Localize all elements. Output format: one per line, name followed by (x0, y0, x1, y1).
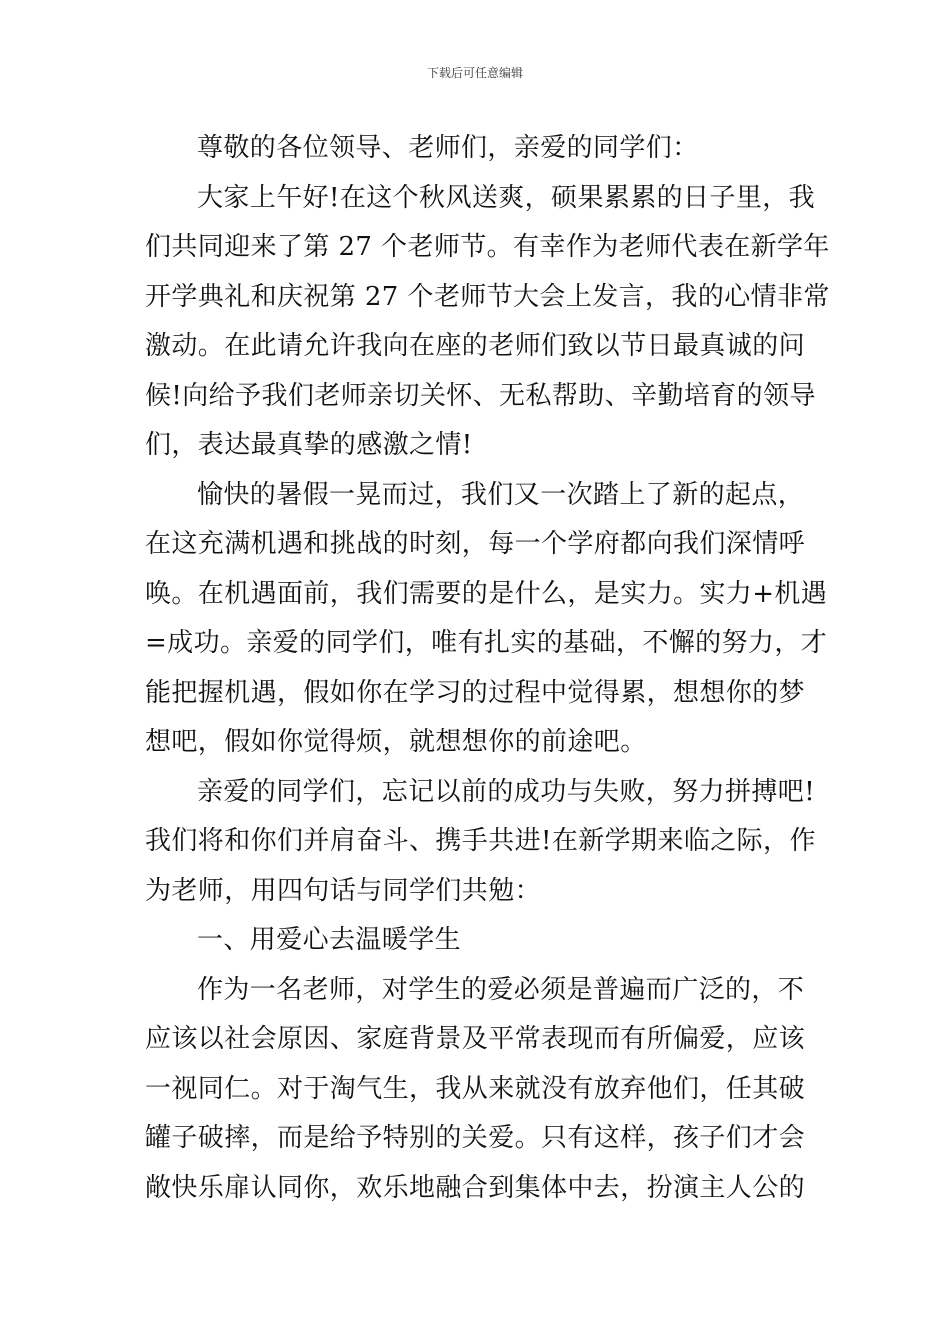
document-body (145, 124, 830, 1213)
text-line: 在这充满机遇和挑战的时刻，每一个学府都向我们深情呼 (145, 529, 806, 559)
opportunity-paragraph (145, 471, 828, 768)
text-line: 为老师，用四句话与同学们共勉： (145, 875, 542, 906)
text-line: 大家上午好!在这个秋风送爽，硕果累累的日子里，我 (197, 182, 816, 213)
text-line: 能把握机遇，假如你在学习的过程中觉得累，想想你的梦 (145, 677, 806, 708)
greeting-paragraph (145, 174, 830, 471)
text-line: 候!向给予我们老师亲切关怀、无私帮助、辛勤培育的领导 (145, 380, 816, 411)
text-line: 们共同迎来了第 27 个老师节。有幸作为老师代表在新学年 (145, 232, 830, 262)
page-header-note: 下载后可任意编辑 (426, 66, 523, 80)
text-line: 愉快的暑假一晃而过，我们又一次踏上了新的起点， (197, 479, 805, 510)
text-line: 开学典礼和庆祝第 27 个老师节大会上发言，我的心情非常 (145, 281, 830, 312)
text-line: 我们将和你们并肩奋斗、携手共进!在新学期来临之际，作 (145, 826, 816, 856)
text-line: 敞快乐扉认同你，欢乐地融合到集体中去，扮演主人公的 (145, 1172, 806, 1203)
text-line: 唤。在机遇面前，我们需要的是什么，是实力。实力+机遇 (145, 578, 828, 609)
text-line: 尊敬的各位领导、老师们，亲爱的同学们： (197, 133, 699, 163)
text-line: 应该以社会原因、家庭背景及平常表现而有所偏爱，应该 (145, 1024, 806, 1054)
text-line: 们，表达最真挚的感激之情! (145, 430, 473, 460)
text-line: =成功。亲爱的同学们，唯有扎实的基础，不懈的努力，才 (145, 628, 828, 658)
salutation-paragraph (145, 124, 807, 174)
encouragement-paragraph (145, 768, 816, 917)
text-line: 一、用爱心去温暖学生 (197, 925, 462, 955)
section-heading-1 (145, 916, 807, 966)
text-line: 激动。在此请允许我向在座的老师们致以节日最真诚的问 (145, 331, 806, 361)
text-line: 亲爱的同学们，忘记以前的成功与失败，努力拼搏吧! (197, 776, 816, 807)
text-line: 想吧，假如你觉得烦，就想想你的前途吧。 (145, 727, 647, 757)
love-paragraph (145, 966, 807, 1214)
text-line: 作为一名老师，对学生的爱必须是普遍而广泛的，不 (197, 974, 805, 1005)
text-line: 一视同仁。对于淘气生，我从来就没有放弃他们，任其破 (145, 1073, 806, 1104)
text-line: 罐子破摔，而是给予特别的关爱。只有这样，孩子们才会 (145, 1123, 806, 1153)
